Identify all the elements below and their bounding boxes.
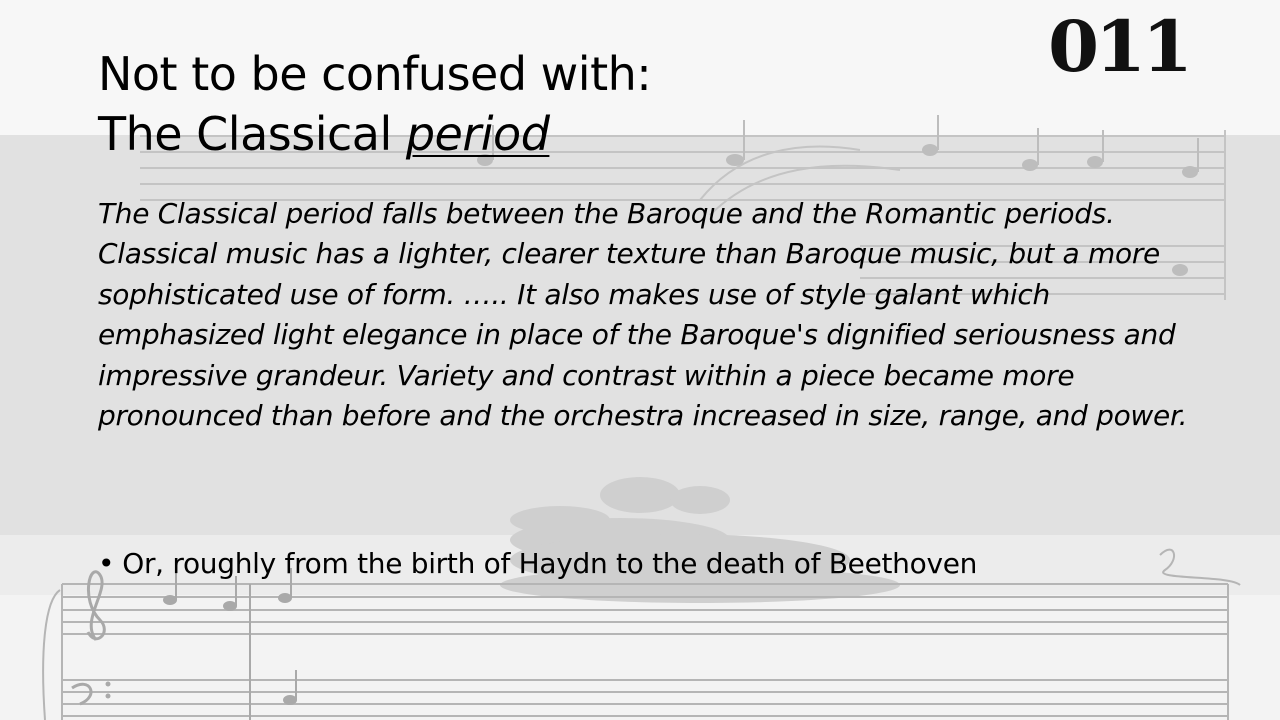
channel-logo: 011 xyxy=(1048,5,1189,88)
body-paragraph: The Classical period falls between the Baroque and the Romantic periods. Classical music has a lighter, clearer texture than Baroque music, but a more sophisticated use of form. ….. It also makes use of style galant which emphasized light elegance in place of the Baroque's dignified seriousness and impressive grandeur. Variety and contrast within a piece became more pronounced than before and the orchestra increased in size, range, and power. xyxy=(98,197,1188,433)
title-line-2 xyxy=(98,104,998,164)
bullet-marker: • xyxy=(98,547,115,580)
title-line-2-prefix: The Classical xyxy=(98,107,406,161)
bullet-text: Or, roughly from the birth of Haydn to the death of Beethoven xyxy=(122,547,978,580)
title-line-1: Not to be confused with: xyxy=(98,47,652,101)
title-emphasis: period xyxy=(405,107,550,161)
slide-title xyxy=(98,44,998,164)
bullet-item xyxy=(98,544,1208,584)
